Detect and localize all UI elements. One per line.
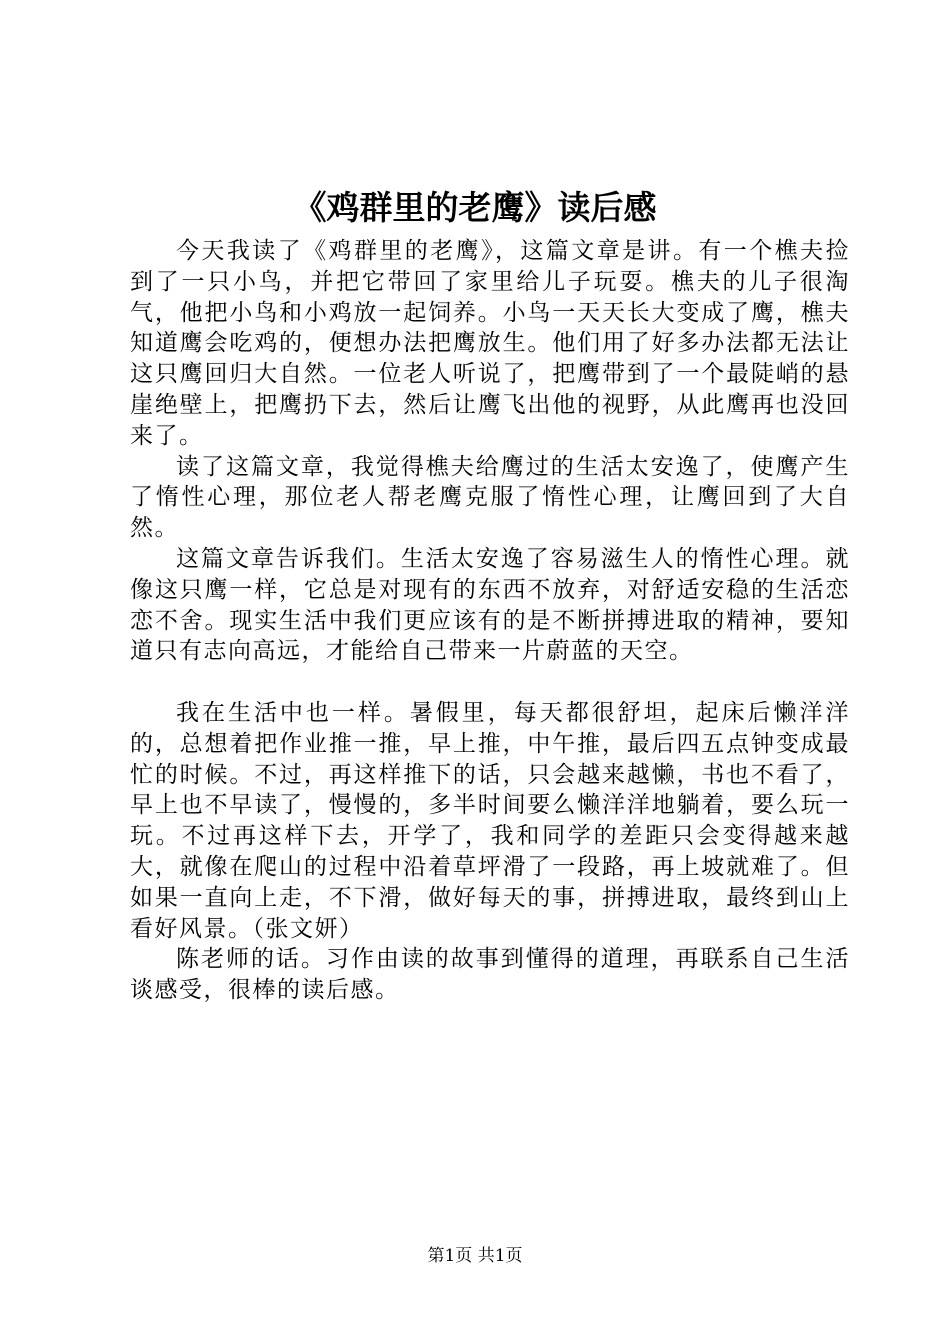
document-title: 《鸡群里的老鹰》读后感 xyxy=(293,188,657,227)
paragraph-reflection: 读了这篇文章，我觉得樵夫给鹰过的生活太安逸了，使鹰产生了惰性心理，那位老人帮老鹰克服了惰性心理，让鹰回到了大自然。 xyxy=(130,453,850,542)
page-footer: 第1页 共1页 xyxy=(427,1246,523,1266)
paragraph-story-summary: 今天我读了《鸡群里的老鹰》，这篇文章是讲。有一个樵夫捡到了一只小鸟，并把它带回了家里给儿子玩耍。樵夫的儿子很淘气，他把小鸟和小鸡放一起饲养。小鸟一天天长大变成了鹰，樵夫知道鹰会吃鸡的，便想办法把鹰放生。他们用了好多办法都无法让这只鹰回归大自然。一位老人听说了，把鹰带到了一个最陡峭的悬崖绝壁上，把鹰扔下去，然后让鹰飞出他的视野，从此鹰再也没回来了。 xyxy=(130,238,850,449)
paragraph-teacher-comment: 陈老师的话。习作由读的故事到懂得的道理，再联系自己生活谈感受，很棒的读后感。 xyxy=(130,946,850,1004)
paragraph-lesson: 这篇文章告诉我们。生活太安逸了容易滋生人的惰性心理。就像这只鹰一样，它总是对现有的东西不放弃，对舒适安稳的生活恋恋不舍。现实生活中我们更应该有的是不断拼搏进取的精神，要知道只有志向高远，才能给自己带来一片蔚蓝的天空。 xyxy=(130,545,850,665)
paragraph-personal-experience: 我在生活中也一样。暑假里，每天都很舒坦，起床后懒洋洋的，总想着把作业推一推，早上推，中午推，最后四五点钟变成最忙的时候。不过，再这样推下的话，只会越来越懒，书也不看了，早上也不早读了，慢慢的，多半时间要么懒洋洋地躺着，要么玩一玩。不过再这样下去，开学了，我和同学的差距只会变得越来越大，就像在爬山的过程中沿着草坪滑了一段路，再上坡就难了。但如果一直向上走，不下滑，做好每天的事，拼搏进取，最终到山上看好风景。（张文妍） xyxy=(130,699,850,942)
document-body xyxy=(130,236,850,1006)
